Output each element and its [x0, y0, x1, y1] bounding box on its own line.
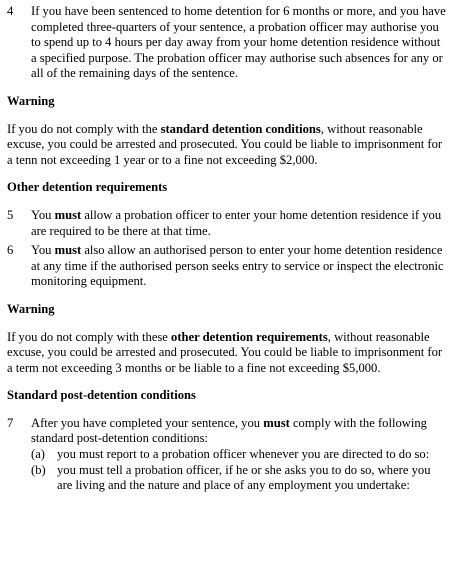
sub-item-label: (b) [31, 462, 46, 477]
clause-5 [7, 208, 446, 239]
sub-list [31, 447, 446, 494]
warning-paragraph: If you do not comply with the standard detention conditions, without reasonable excuse, you could be arrested and prosecuted. You could be liable to imprisonment for a tenn not exceeding 1 year or to a fine not exceeding $2,000. [7, 121, 443, 167]
sub-item-label: (a) [31, 447, 45, 462]
clause-text: You must also allow an authorised person to enter your home detention residence at any time if the authorised person seeks entry to service or inspect the electronic monitoring equipment. [31, 243, 444, 289]
sub-item-a [31, 447, 446, 463]
clause-7 [7, 416, 446, 494]
clause-4 [7, 4, 446, 82]
clause-number: 6 [7, 243, 14, 258]
clause-text [31, 416, 446, 494]
clause-6 [7, 243, 446, 290]
section-heading-post-detention: Standard post-detention conditions [7, 388, 196, 403]
clause-text: You must allow a probation officer to enter your home detention residence if you are required to be there at that time. [31, 207, 442, 238]
warning-heading: Warning [7, 301, 55, 316]
sub-item-text: you must report to a probation officer whenever you are directed to do so: [57, 447, 430, 462]
section-heading-other: Other detention requirements [7, 180, 168, 195]
warning-heading: Warning [7, 93, 55, 108]
clause-intro: After you have completed your sentence, you must comply with the following standard post-detention conditions: [31, 415, 427, 446]
clause-number: 4 [7, 4, 14, 18]
sub-item-text: you must tell a probation officer, if he or she asks you to do so, where you are living and the nature and place of any employment you undertake: [57, 462, 431, 493]
clause-number: 5 [7, 207, 14, 222]
clause-text: If you have been sentenced to home detention for 6 months or more, and you have completed three-quarters of your sentence, a probation officer may authorise you to spend up to 4 hours per day away from your home detention residence without a specified purpose. The probation officer may authorise such absences for any or all of the remaining days of the sentence. [31, 4, 446, 81]
warning-paragraph: If you do not comply with these other detention requirements, without reasonable excuse, you could be arrested and prosecuted. You could be liable to imprisonment for a term not exceeding 3 months or be liable to a fine not exceeding $5,000. [7, 329, 443, 375]
sub-item-b [31, 463, 446, 494]
clause-number: 7 [7, 415, 14, 430]
